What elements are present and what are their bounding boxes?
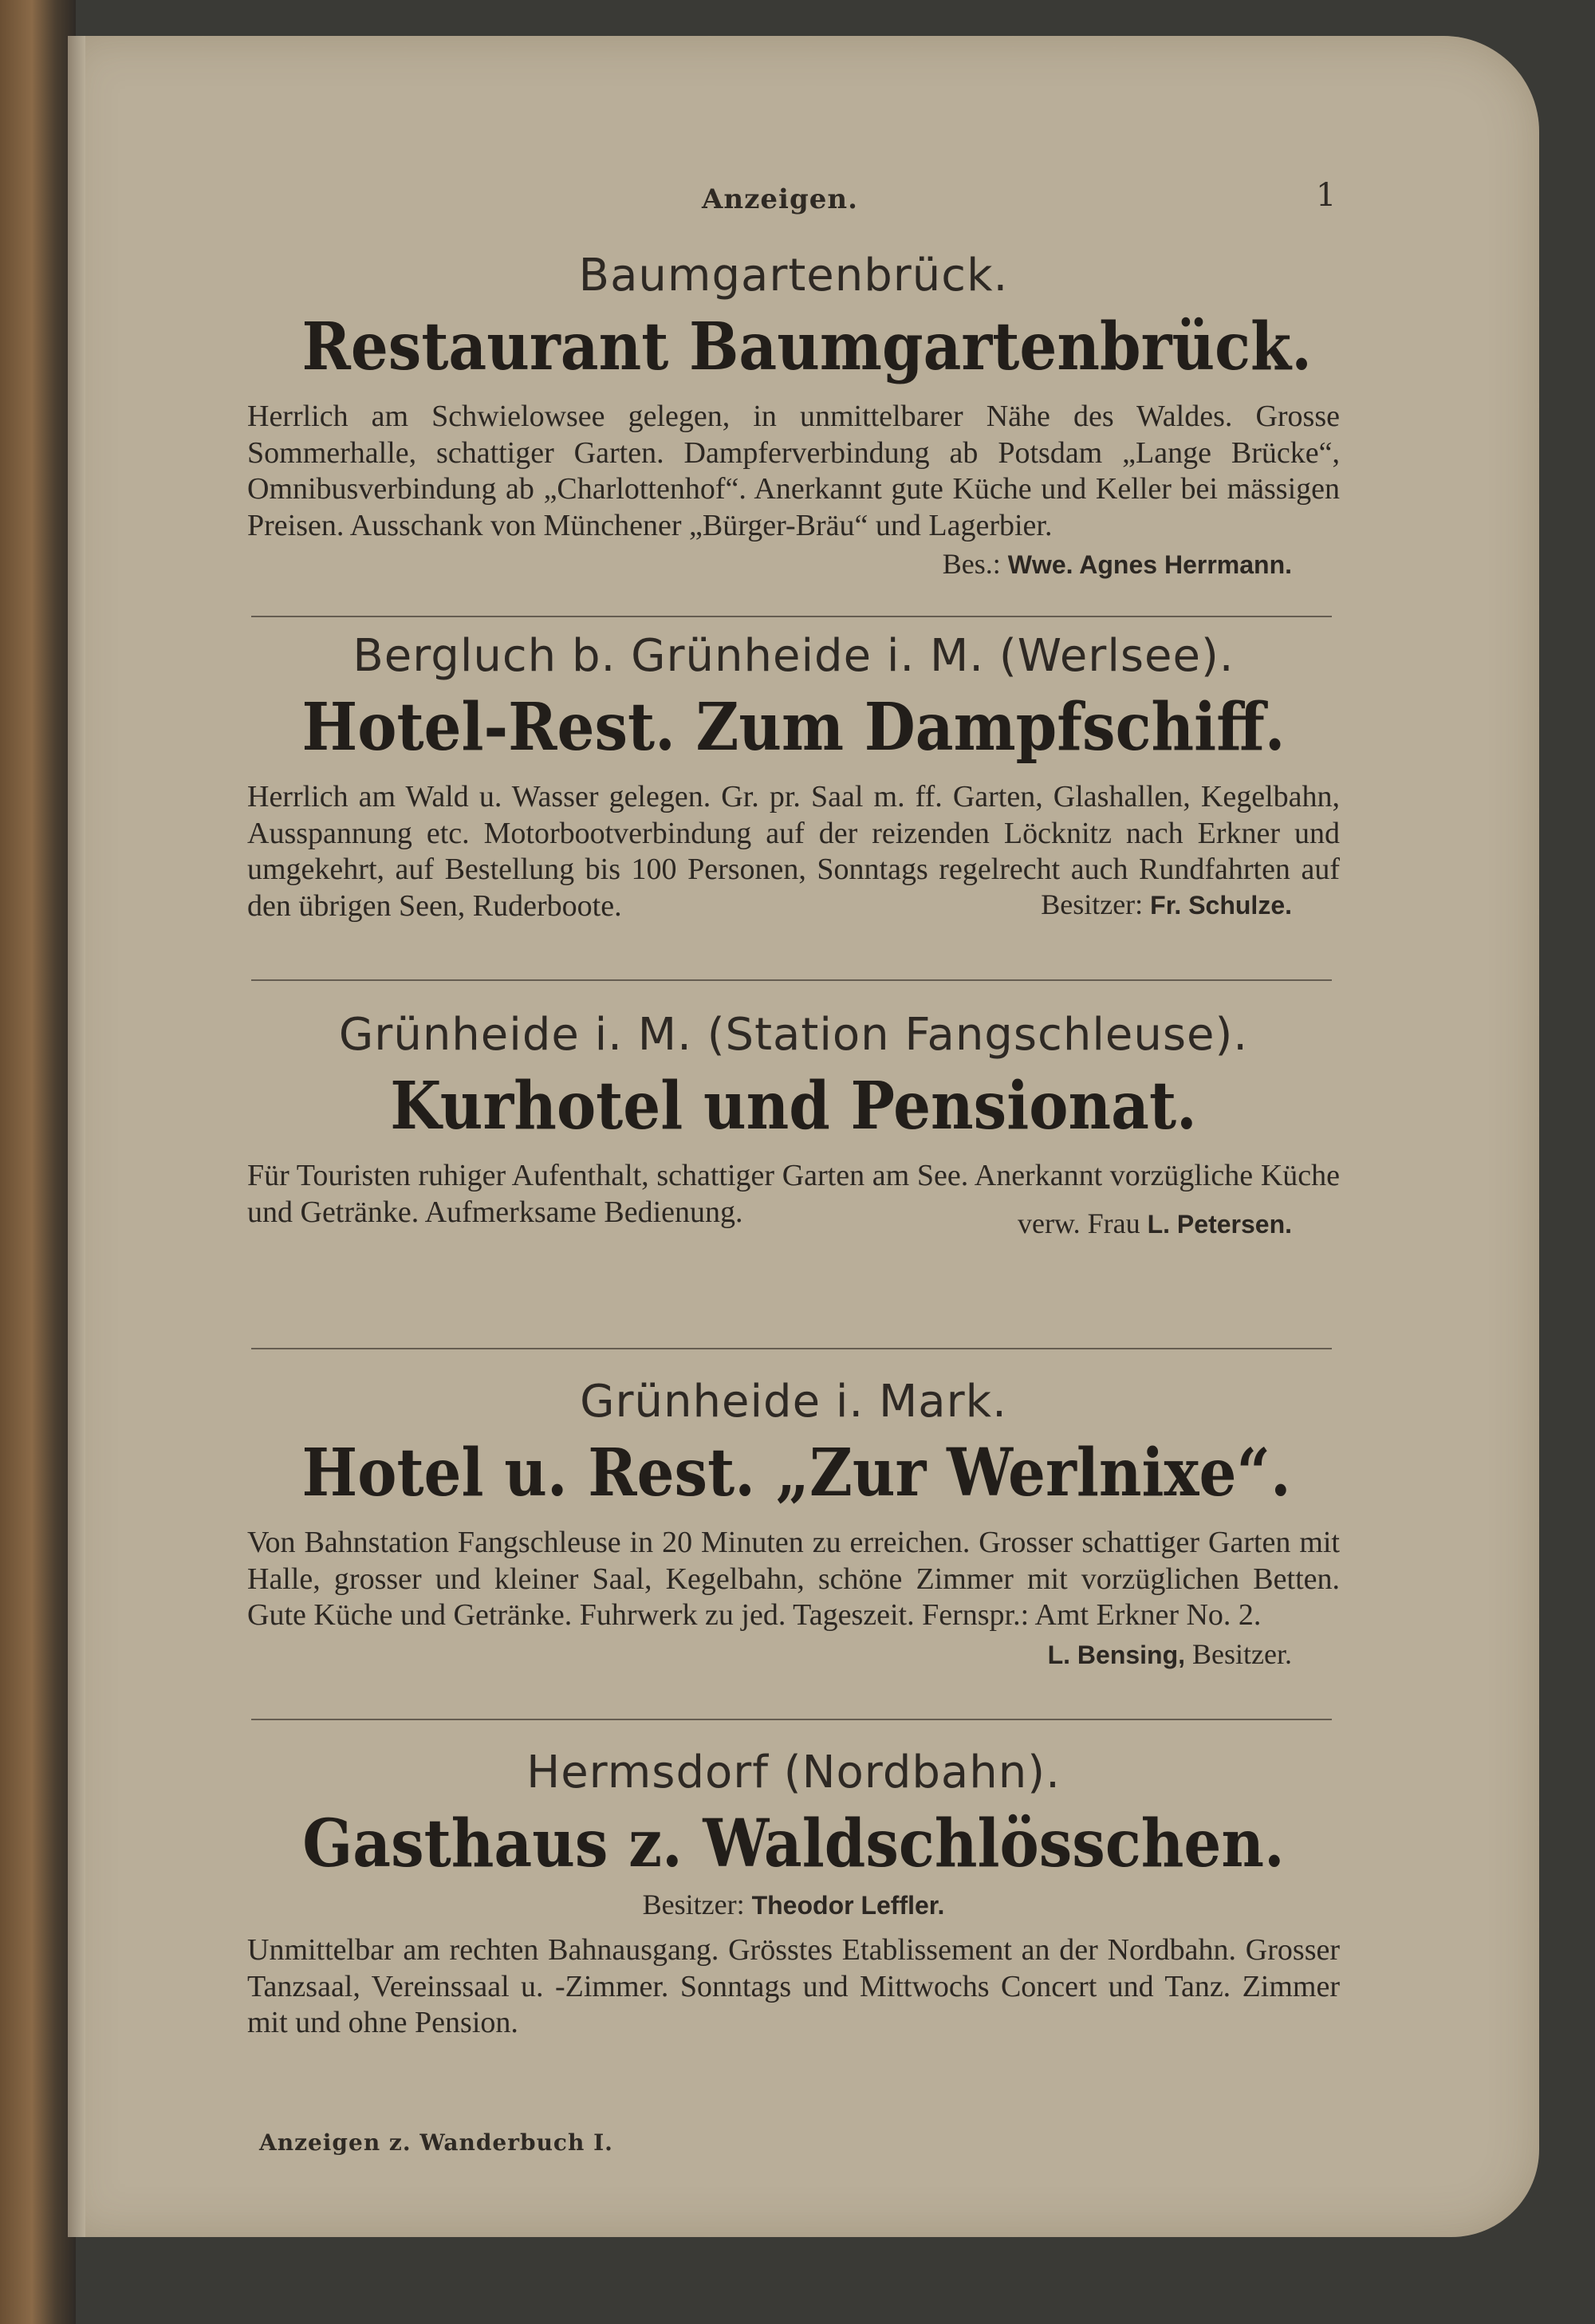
ad-place: Grünheide i. Mark.: [580, 1376, 1007, 1428]
ad-place: Hermsdorf (Nordbahn).: [526, 1747, 1061, 1798]
owner-name: Wwe. Agnes Herrmann.: [1007, 550, 1292, 580]
ad-name: Hotel u. Rest. „Zur Werlnixe“.: [301, 1435, 1291, 1511]
owner-suffix: Besitzer.: [1185, 1637, 1292, 1670]
ad-owner: [247, 547, 1340, 581]
ad-description: Herrlich am Wald u. Wasser gelegen. Gr. pr. Saal m. ff. Garten, Glashallen, Kegelbahn, Ausspannung etc. Motorbootverbindung auf der reizenden Löcknitz nach Erkner und umgekehrt, auf Bestellung bis 100 Personen, Sonntags regelrecht auch Rundfahrten auf den übrigen Seen, Ruderboote.: [247, 780, 1340, 923]
owner-prefix: Besitzer:: [1041, 888, 1151, 921]
ad-name: Hotel-Rest. Zum Dampfschiff.: [301, 689, 1286, 766]
ad-kurhotel-und-pensionat: [247, 1009, 1340, 1240]
owner-prefix: Bes.:: [942, 548, 1008, 581]
owner-prefix: Besitzer:: [642, 1889, 752, 1921]
divider-rule: [251, 979, 1332, 981]
ad-gasthaus-waldschloesschen: [247, 1747, 1340, 2042]
ad-description: Von Bahnstation Fangschleuse in 20 Minuten zu erreichen. Grosser schattiger Garten mit Halle, grosser und kleiner Saal, Kegelbahn, schöne Zimmer mit vorzüglichen Betten. Gute Küche und Getränke. Fuhrwerk zu jed. Tageszeit. Fernspr.: Amt Erkner No. 2.: [247, 1526, 1340, 1633]
ad-name: Restaurant Baumgartenbrück.: [301, 309, 1312, 385]
page-number: 1: [1316, 177, 1337, 214]
book-spine-shadow: [0, 0, 76, 2324]
ad-description: Herrlich am Schwielowsee gelegen, in unmittelbarer Nähe des Waldes. Grosse Sommerhalle, schattiger Garten. Dampferverbindung ab Potsdam „Lange Brücke“, Omnibusverbindung ab „Charlottenhof“. Anerkannt gute Küche und Keller bei mässigen Preisen. Ausschank von Münchener „Bürger-Bräu“ und Lagerbier.: [247, 400, 1340, 542]
ad-name: Kurhotel und Pensionat.: [390, 1068, 1197, 1144]
footer-signature: Anzeigen z. Wanderbuch I.: [259, 2129, 613, 2156]
ad-owner: [247, 1888, 1340, 1921]
page-gutter: [68, 36, 85, 2237]
ad-description: Für Touristen ruhiger Aufenthalt, schattiger Garten am See. Anerkannt vorzügliche Küche und Getränke. Aufmerksame Bedienung.: [247, 1159, 1340, 1229]
owner-name: Fr. Schulze.: [1150, 891, 1292, 920]
ad-place: Bergluch b. Grünheide i. M. (Werlsee).: [352, 630, 1235, 682]
ad-place: Baumgartenbrück.: [578, 250, 1009, 301]
ad-hotel-zum-dampfschiff: [247, 630, 1340, 923]
divider-rule: [251, 616, 1332, 617]
owner-name: L. Petersen.: [1147, 1210, 1292, 1239]
owner-name: L. Bensing,: [1047, 1640, 1186, 1669]
ad-place: Grünheide i. M. (Station Fangschleuse).: [338, 1009, 1249, 1061]
running-head: Anzeigen.: [702, 183, 858, 215]
ad-hotel-zur-werlnixe: [247, 1376, 1340, 1671]
ad-owner: [247, 1637, 1340, 1671]
ad-description: Unmittelbar am rechten Bahnausgang. Grösstes Etablissement an der Nordbahn. Grosser Tanzsaal, Vereinssaal u. -Zimmer. Sonntags und Mittwochs Concert und Tanz. Zimmer mit und ohne Pension.: [247, 1933, 1340, 2040]
owner-prefix: verw. Frau: [1017, 1207, 1148, 1240]
ad-name: Gasthaus z. Waldschlösschen.: [302, 1806, 1285, 1882]
owner-name: Theodor Leffler.: [751, 1891, 945, 1920]
ad-restaurant-baumgartenbrueck: [247, 250, 1340, 581]
divider-rule: [251, 1348, 1332, 1349]
divider-rule: [251, 1719, 1332, 1720]
